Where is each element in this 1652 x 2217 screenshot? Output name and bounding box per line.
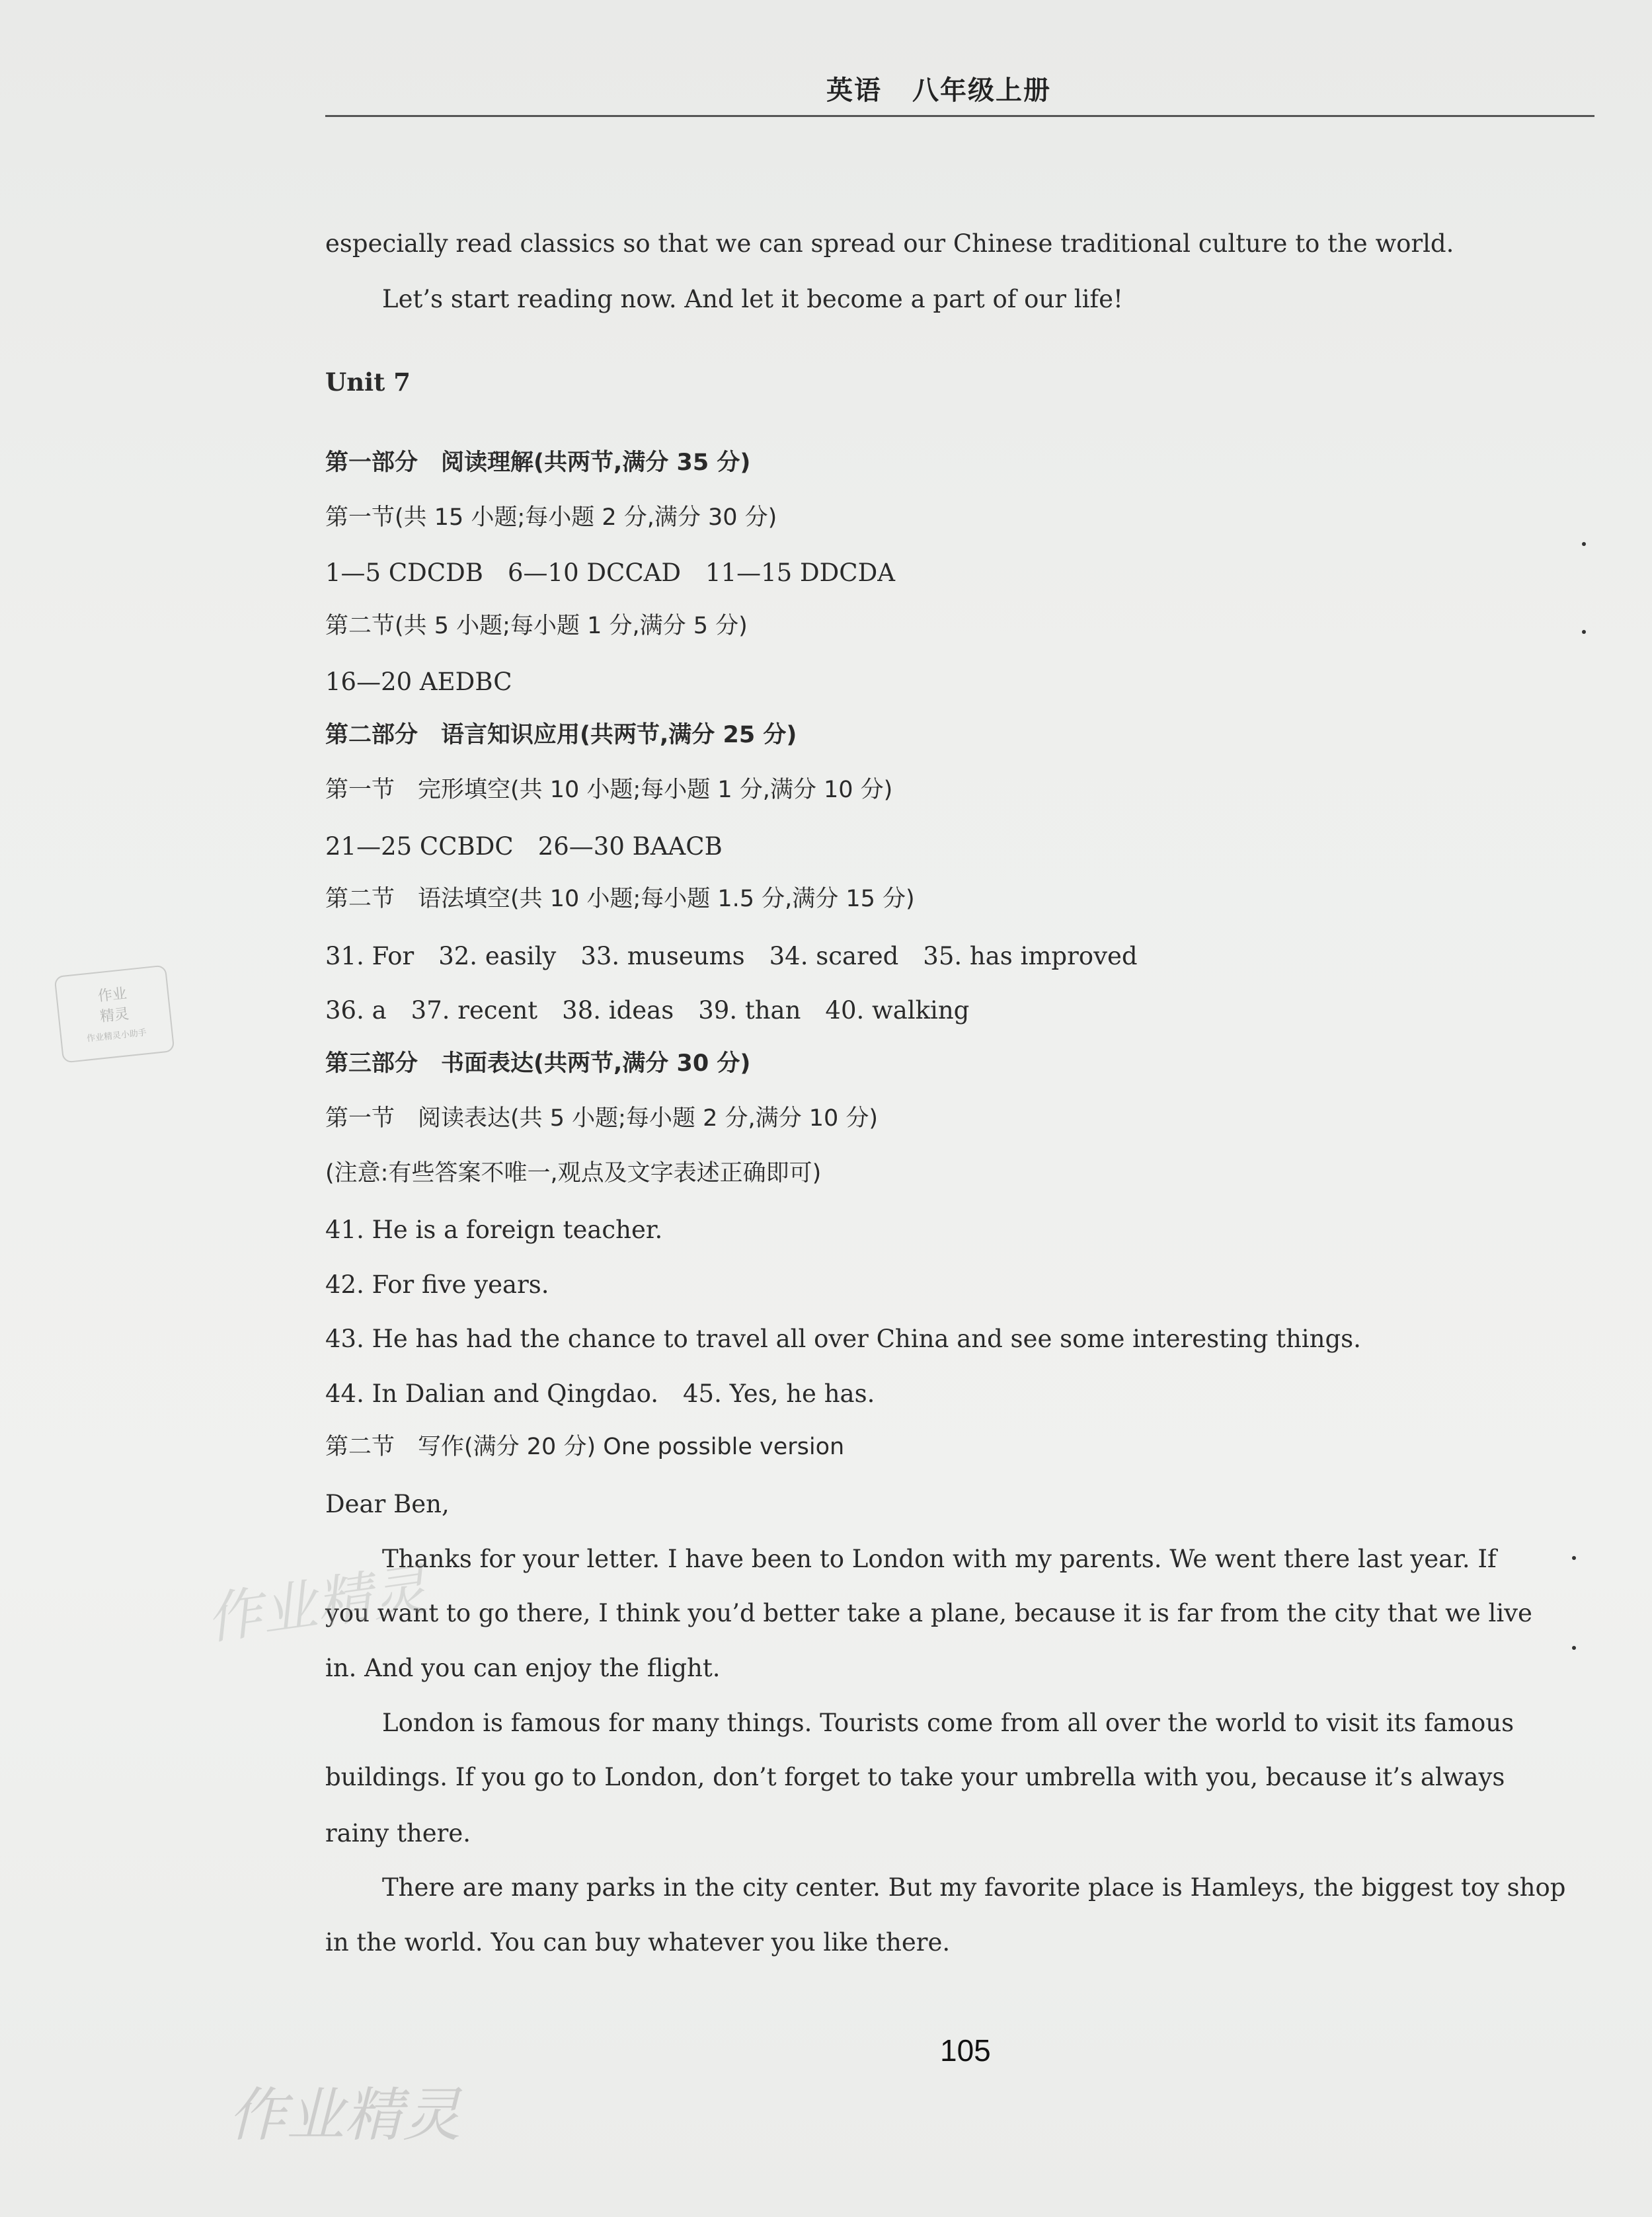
text-line: Let’s start reading now. And let it become a part of our life!	[382, 285, 1123, 313]
answer-line: 36. a 37. recent 38. ideas 39. than 40. walking	[325, 996, 970, 1025]
scan-speck	[1572, 1556, 1576, 1560]
answer-line: 44. In Dalian and Qingdao. 45. Yes, he has.	[325, 1380, 875, 1408]
watermark-text: 作业精灵	[228, 2081, 461, 2149]
letter-line: Thanks for your letter. I have been to London with my parents. We went there last year. If	[382, 1545, 1497, 1573]
subsection-heading: 第二节 写作(满分 20 分) One possible version	[325, 1434, 845, 1460]
answer-line: 16—20 AEDBC	[325, 668, 512, 696]
stamp-text: 作业精灵小助手	[86, 1028, 147, 1044]
header-subject: 英语	[826, 75, 882, 106]
subsection-heading: 第一节(共 15 小题;每小题 2 分,满分 30 分)	[325, 504, 777, 531]
unit-heading: Unit 7	[325, 368, 411, 397]
header-divider	[325, 115, 1594, 117]
stamp-text: 作业	[97, 985, 128, 1005]
answer-line: 31. For 32. easily 33. museums 34. scared 35. has improved	[325, 942, 1138, 970]
letter-salutation: Dear Ben,	[325, 1490, 450, 1518]
section-heading: 第三部分 书面表达(共两节,满分 30 分)	[325, 1050, 751, 1077]
watermark-stamp	[54, 964, 175, 1063]
answer-line: 42. For five years.	[325, 1270, 549, 1299]
letter-line: you want to go there, I think you’d better take a plane, because it is far from the city that we live	[325, 1599, 1532, 1627]
letter-line: buildings. If you go to London, don’t forget to take your umbrella with you, because it’s always	[325, 1763, 1505, 1791]
answer-line: 21—25 CCBDC 26—30 BAACB	[325, 832, 723, 861]
scan-speck	[1572, 1646, 1576, 1650]
stamp-text: 精灵	[99, 1005, 130, 1026]
letter-line: in. And you can enjoy the flight.	[325, 1654, 721, 1682]
note-line: (注意:有些答案不唯一,观点及文字表述正确即可)	[325, 1160, 822, 1186]
page-number: 105	[940, 2033, 991, 2068]
answer-line: 43. He has had the chance to travel all over China and see some interesting things.	[325, 1325, 1361, 1353]
subsection-heading: 第二节(共 5 小题;每小题 1 分,满分 5 分)	[325, 613, 748, 639]
watermark-text: 作业精灵	[202, 1557, 432, 1652]
section-heading: 第一部分 阅读理解(共两节,满分 35 分)	[325, 449, 751, 476]
subsection-heading: 第二节 语法填空(共 10 小题;每小题 1.5 分,满分 15 分)	[325, 886, 915, 912]
answer-line: 41. He is a foreign teacher.	[325, 1216, 663, 1244]
letter-line: rainy there.	[325, 1819, 471, 1848]
letter-line: in the world. You can buy whatever you like there.	[325, 1928, 951, 1957]
section-heading: 第二部分 语言知识应用(共两节,满分 25 分)	[325, 722, 797, 748]
answer-line: 1—5 CDCDB 6—10 DCCAD 11—15 DDCDA	[325, 559, 895, 587]
letter-line: London is famous for many things. Tourists come from all over the world to visit its famous	[382, 1709, 1514, 1737]
running-header	[826, 69, 1051, 107]
scan-speck	[1582, 630, 1586, 634]
subsection-heading: 第一节 阅读表达(共 5 小题;每小题 2 分,满分 10 分)	[325, 1105, 879, 1132]
subsection-heading: 第一节 完形填空(共 10 小题;每小题 1 分,满分 10 分)	[325, 777, 893, 803]
header-grade: 八年级上册	[912, 75, 1051, 106]
scan-speck	[1582, 542, 1586, 546]
text-line: especially read classics so that we can spread our Chinese traditional culture to the world.	[325, 229, 1454, 258]
letter-line: There are many parks in the city center. But my favorite place is Hamleys, the biggest toy shop	[382, 1873, 1566, 1902]
